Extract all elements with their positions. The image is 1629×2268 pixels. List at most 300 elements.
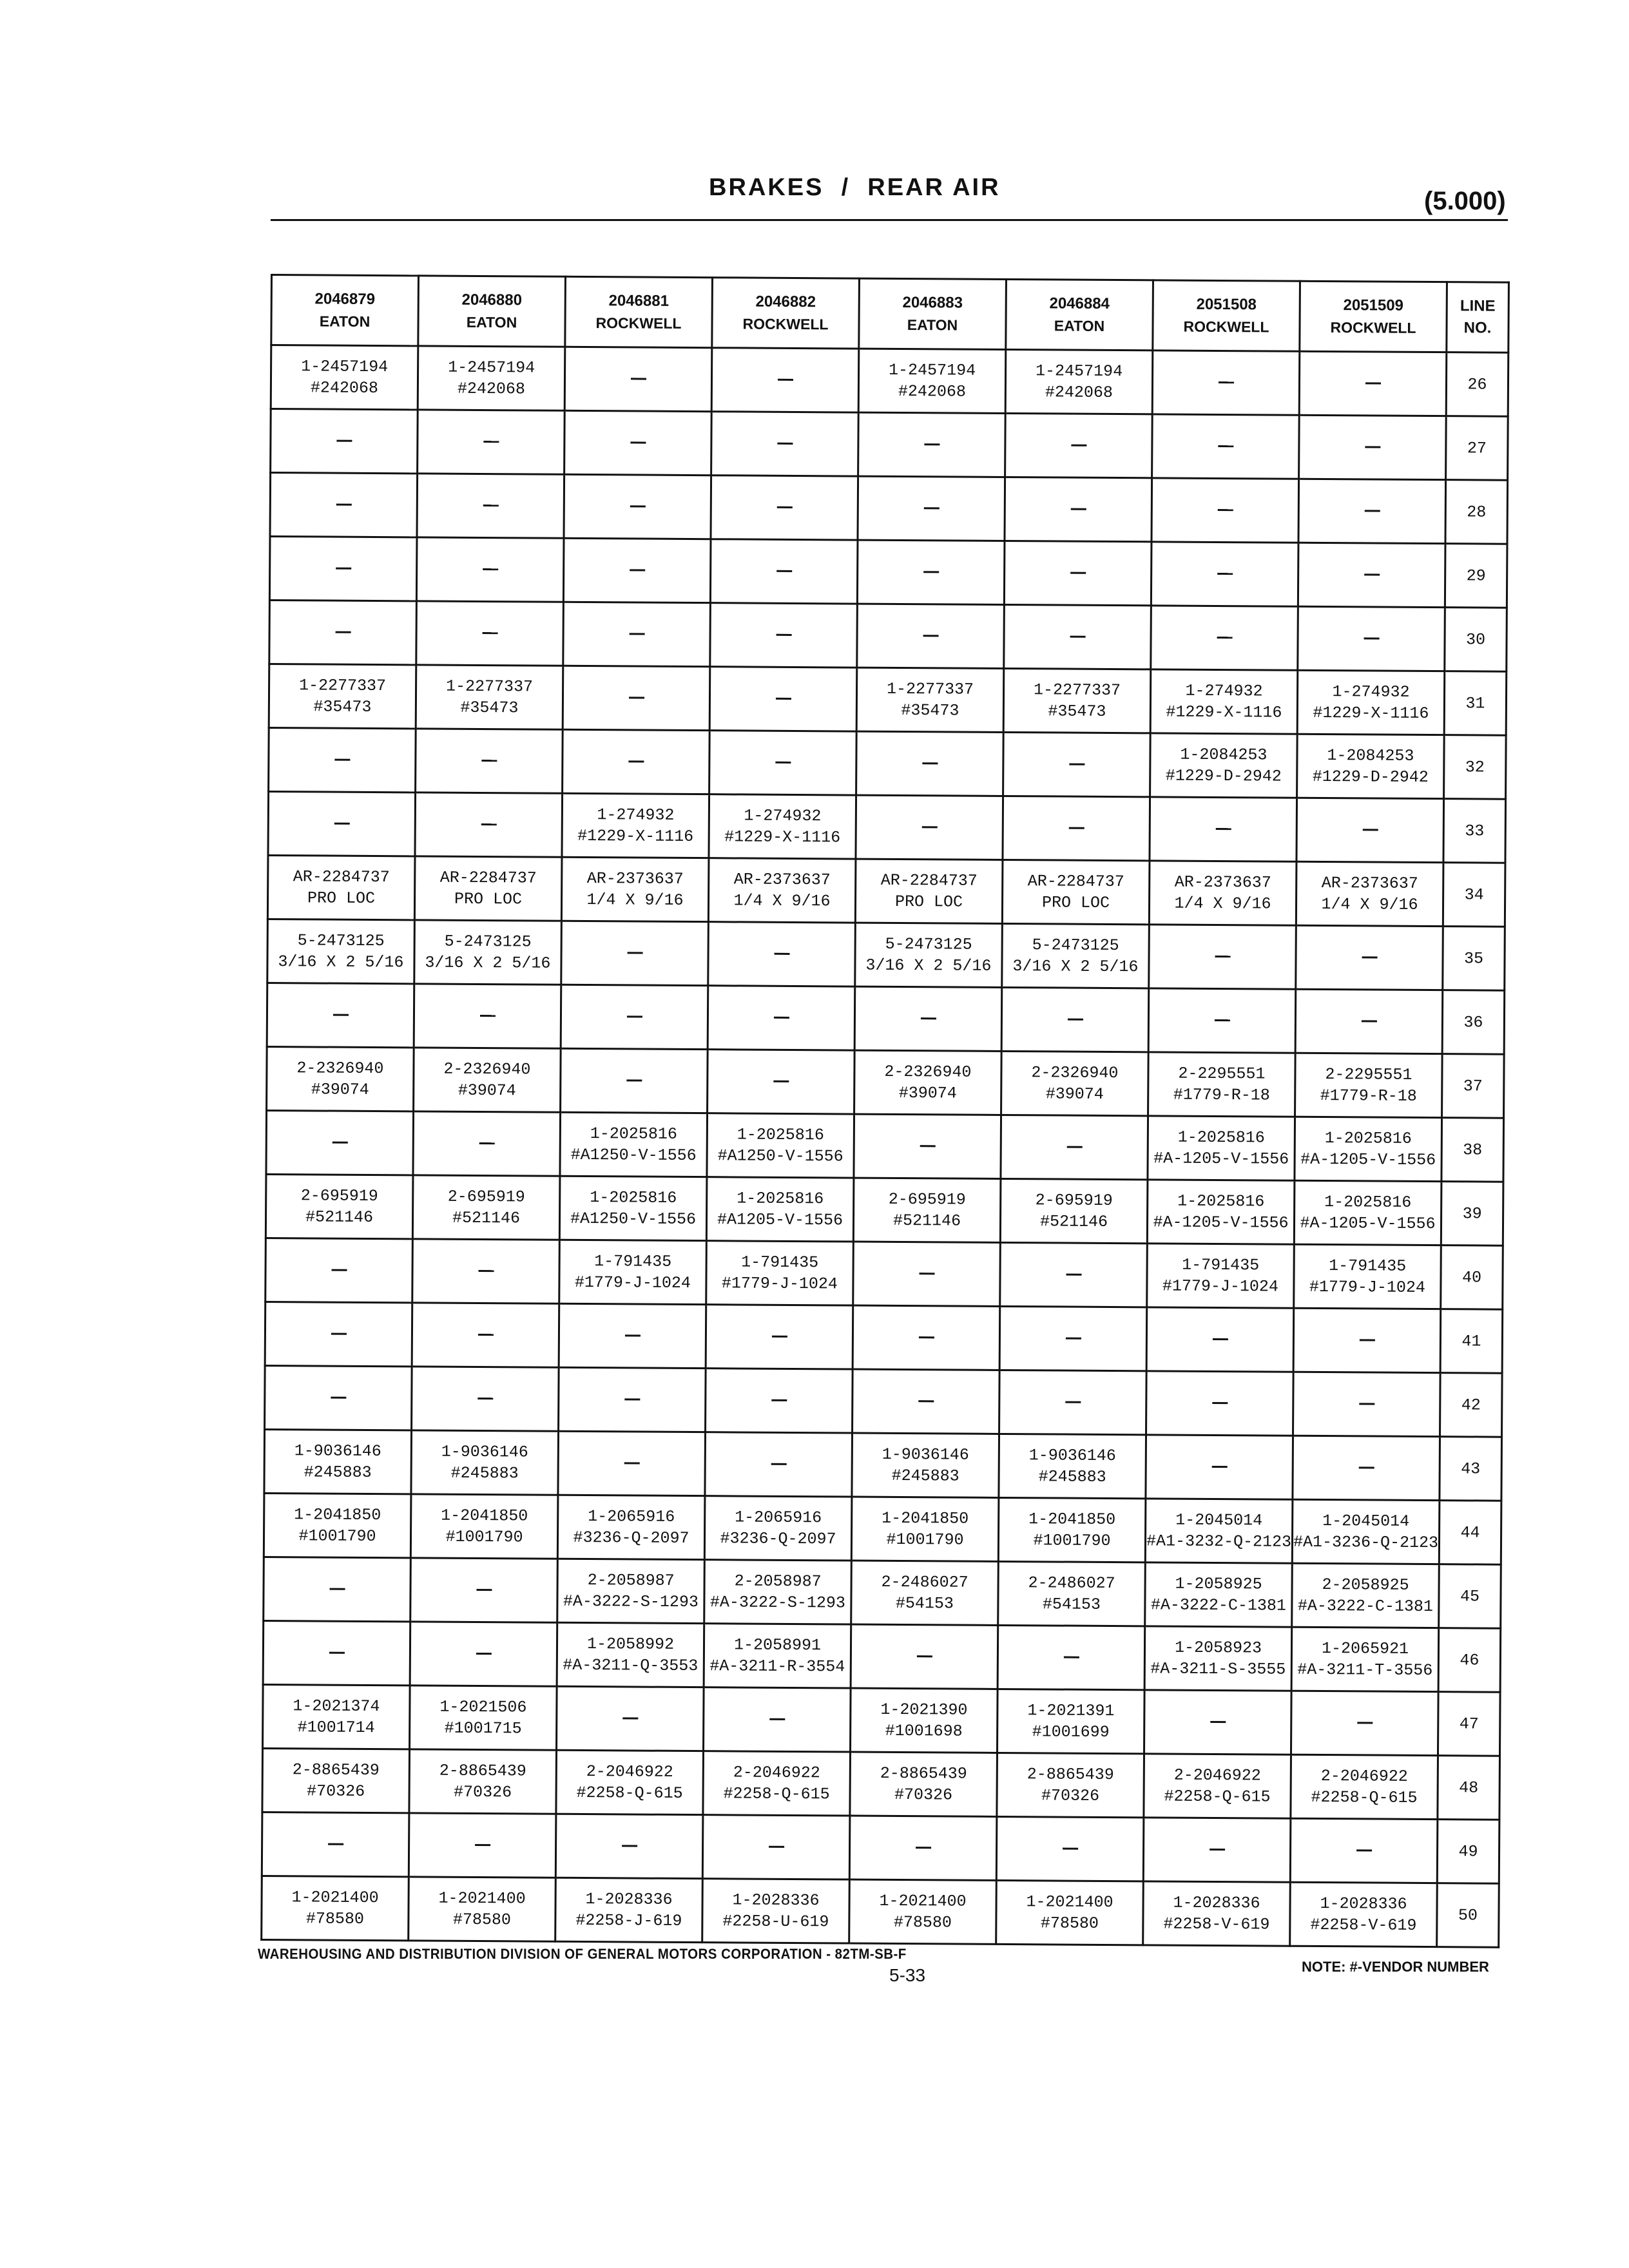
not-applicable-dash	[1214, 1019, 1229, 1021]
not-applicable-dash	[335, 631, 351, 633]
part-number: 2-2046922	[733, 1763, 820, 1783]
not-applicable-dash	[624, 1335, 640, 1337]
part-number: 1-274932	[1332, 682, 1410, 702]
part-number: 2-2295551	[1178, 1064, 1266, 1084]
part-number: 1-2041850	[882, 1508, 969, 1528]
not-applicable-dash	[1066, 1146, 1082, 1148]
not-applicable-dash	[922, 763, 938, 765]
not-applicable-dash	[329, 1652, 344, 1654]
table-cell	[858, 349, 1006, 413]
table-cell	[1296, 798, 1444, 862]
part-number: 1-2084253	[1327, 746, 1414, 765]
table-cell	[1291, 1691, 1438, 1755]
vendor-number: #3236-Q-2097	[720, 1529, 836, 1549]
part-number: AR-2373637	[1321, 873, 1418, 893]
part-number: 1-274932	[1185, 681, 1263, 701]
not-applicable-dash	[771, 1399, 787, 1401]
table-cell	[410, 1494, 558, 1559]
vendor-number: #35473	[313, 697, 372, 716]
not-applicable-dash	[920, 1018, 936, 1020]
table-cell	[1151, 606, 1298, 670]
vendor-number: #245883	[1038, 1467, 1106, 1486]
part-number: AR-2373637	[733, 870, 831, 890]
part-number: 1-2065916	[735, 1508, 822, 1528]
line-number: 44	[1439, 1501, 1501, 1565]
table-cell	[851, 1497, 999, 1561]
table-row	[267, 1046, 1505, 1118]
table-cell	[1299, 351, 1447, 416]
line-number: 45	[1439, 1564, 1501, 1629]
table-row	[264, 1493, 1501, 1564]
vendor-number: #70326	[1041, 1786, 1100, 1805]
vendor-number: #39074	[311, 1080, 369, 1099]
part-number: 1-2277337	[1033, 680, 1121, 700]
vendor-number: 3/16 X 2 5/16	[425, 953, 551, 973]
not-applicable-dash	[624, 1463, 639, 1465]
not-applicable-dash	[630, 442, 646, 444]
table-row	[271, 345, 1509, 417]
not-applicable-dash	[479, 1015, 495, 1017]
line-number: 35	[1443, 927, 1505, 991]
not-applicable-dash	[626, 1080, 642, 1082]
not-applicable-dash	[777, 379, 793, 381]
table-cell	[710, 603, 858, 668]
table-cell	[854, 986, 1002, 1051]
part-number: 1-2058925	[1175, 1574, 1262, 1594]
line-header-label: LINE	[1460, 297, 1496, 315]
table-cell	[711, 348, 859, 412]
part-number: 1-2025816	[1177, 1191, 1265, 1211]
vendor-number: #A1205-V-1556	[717, 1210, 843, 1230]
vendor-number: 3/16 X 2 5/16	[278, 952, 404, 972]
vendor-number: 1/4 X 9/16	[1321, 894, 1418, 914]
vendor-number: #1229-D-2942	[1312, 767, 1429, 787]
table-cell	[1005, 349, 1153, 414]
line-number: 31	[1444, 671, 1507, 736]
column-part-number: 2046882	[755, 293, 816, 311]
part-number: 1-2021374	[293, 1696, 380, 1716]
table-cell	[563, 602, 711, 666]
table-cell	[856, 795, 1003, 860]
table-cell	[1001, 1051, 1149, 1115]
not-applicable-dash	[482, 632, 497, 634]
table-cell	[1152, 351, 1300, 415]
not-applicable-dash	[1066, 1274, 1081, 1276]
column-vendor: EATON	[319, 312, 371, 330]
part-number: 1-791435	[1329, 1256, 1407, 1276]
table-cell	[858, 412, 1006, 477]
not-applicable-dash	[1063, 1657, 1079, 1658]
table-cell	[265, 1238, 413, 1302]
not-applicable-dash	[769, 1846, 784, 1848]
not-applicable-dash	[1356, 1850, 1372, 1852]
part-number: 1-2058992	[586, 1635, 675, 1654]
footer-note: NOTE: #-VENDOR NUMBER	[1302, 1959, 1489, 1975]
not-applicable-dash	[624, 1399, 640, 1401]
vendor-number: #1001714	[297, 1718, 375, 1738]
table-cell	[414, 984, 561, 1048]
table-cell	[1005, 413, 1153, 477]
part-number: 2-8865439	[292, 1760, 380, 1780]
table-cell	[998, 1497, 1146, 1562]
line-number: 30	[1445, 608, 1507, 672]
vendor-number: #245883	[304, 1463, 372, 1482]
part-number: 1-2028336	[1320, 1894, 1407, 1914]
part-number: 2-2326940	[443, 1059, 531, 1079]
column-part-number: 2046880	[461, 291, 523, 309]
not-applicable-dash	[476, 1653, 491, 1655]
table-cell	[855, 923, 1003, 987]
vendor-number: #1001790	[445, 1527, 523, 1547]
part-number: 1-9036146	[1028, 1446, 1116, 1466]
part-number: 1-2025816	[1324, 1193, 1412, 1212]
not-applicable-dash	[1070, 508, 1086, 510]
table-row	[265, 1302, 1503, 1373]
table-cell	[1152, 414, 1300, 479]
part-number: 2-695919	[300, 1186, 378, 1206]
table-cell	[704, 1624, 851, 1688]
table-cell	[416, 537, 564, 602]
vendor-number: #39074	[1045, 1084, 1104, 1104]
vendor-number: #2258-J-619	[575, 1910, 682, 1930]
table-cell	[996, 1880, 1144, 1945]
part-number: 1-2058923	[1174, 1638, 1262, 1658]
table-row	[267, 919, 1505, 990]
table-cell	[271, 409, 418, 474]
header-rule	[271, 219, 1508, 221]
column-header	[712, 278, 860, 349]
table-cell	[1150, 733, 1298, 798]
table-cell	[1146, 1371, 1294, 1436]
table-cell	[418, 410, 565, 474]
table-row	[268, 791, 1506, 863]
table-cell	[1295, 1117, 1442, 1181]
vendor-number: #78580	[893, 1912, 952, 1932]
not-applicable-dash	[477, 1334, 493, 1336]
table-cell	[1296, 861, 1443, 926]
part-number: 1-2084253	[1180, 745, 1268, 765]
part-number: AR-2284737	[293, 867, 390, 887]
not-applicable-dash	[329, 1588, 345, 1590]
table-body	[262, 345, 1509, 1948]
vendor-number: #1779-J-1024	[721, 1274, 838, 1294]
vendor-number: #1001790	[886, 1530, 964, 1550]
part-number: 1-2041850	[1028, 1510, 1116, 1530]
table-cell	[1148, 1116, 1295, 1180]
vendor-number: PRO LOC	[894, 892, 963, 912]
table-row	[264, 1429, 1502, 1501]
not-applicable-dash	[776, 570, 792, 572]
not-applicable-dash	[776, 634, 791, 636]
table-cell	[563, 666, 710, 730]
table-cell	[709, 794, 856, 859]
vendor-number: PRO LOC	[307, 889, 376, 908]
not-applicable-dash	[1070, 636, 1085, 638]
part-number: 1-2457194	[889, 360, 976, 380]
table-cell	[1290, 1882, 1438, 1946]
table-cell	[1143, 1818, 1291, 1882]
column-header	[565, 276, 713, 347]
table-cell	[417, 474, 564, 538]
table-cell	[1144, 1754, 1291, 1818]
part-number: 1-2041850	[441, 1506, 528, 1526]
not-applicable-dash	[771, 1336, 787, 1338]
column-part-number: 2046879	[314, 290, 376, 308]
section-number: (5.000)	[1424, 187, 1506, 215]
part-number: 1-2028336	[1173, 1893, 1260, 1913]
vendor-number: #70326	[307, 1782, 365, 1801]
vendor-number: #1001790	[298, 1526, 376, 1546]
line-number-header	[1447, 282, 1509, 353]
table-row	[269, 537, 1507, 608]
table-cell	[412, 1175, 560, 1240]
table-cell	[708, 858, 856, 923]
vendor-number: 3/16 X 2 5/16	[1012, 957, 1139, 977]
part-number: 2-8865439	[439, 1761, 526, 1781]
table-row	[270, 473, 1508, 544]
table-cell	[1000, 1242, 1148, 1307]
part-number: 2-8865439	[1027, 1765, 1114, 1785]
table-cell	[415, 793, 563, 857]
not-applicable-dash	[1215, 828, 1231, 830]
table-cell	[564, 474, 711, 539]
part-number: 1-2277337	[886, 679, 974, 699]
table-row	[271, 409, 1509, 481]
vendor-number: #1229-X-1116	[724, 827, 841, 847]
table-cell	[264, 1557, 411, 1621]
table-cell	[999, 1306, 1147, 1370]
table-cell	[1004, 604, 1152, 669]
line-number: 47	[1438, 1692, 1500, 1756]
vendor-number: #54153	[1042, 1595, 1101, 1614]
table-cell	[264, 1429, 412, 1494]
table-cell	[1291, 1627, 1439, 1691]
not-applicable-dash	[336, 504, 351, 506]
vendor-number: PRO LOC	[454, 889, 523, 909]
table-cell	[1144, 1626, 1292, 1691]
part-number: 2-2046922	[1173, 1765, 1261, 1785]
table-cell	[997, 1753, 1144, 1817]
not-applicable-dash	[1068, 827, 1084, 829]
not-applicable-dash	[919, 1273, 934, 1275]
table-row	[262, 1876, 1499, 1947]
not-applicable-dash	[630, 506, 645, 508]
line-number: 50	[1437, 1883, 1499, 1948]
table-cell	[1002, 923, 1150, 988]
column-part-number: 2046883	[902, 293, 963, 312]
table-cell	[706, 1305, 853, 1369]
not-applicable-dash	[331, 1333, 346, 1335]
table-cell	[1292, 1499, 1440, 1564]
table-cell	[1145, 1562, 1293, 1627]
vendor-number: #521146	[1039, 1212, 1108, 1231]
table-cell	[1152, 478, 1299, 543]
table-cell	[1150, 669, 1298, 734]
not-applicable-dash	[628, 697, 644, 699]
table-cell	[709, 667, 857, 731]
page-title: BRAKES / REAR AIR	[709, 174, 1001, 201]
table-cell	[412, 1239, 560, 1303]
not-applicable-dash	[336, 440, 352, 442]
part-number: 2-2046922	[586, 1762, 673, 1782]
not-applicable-dash	[631, 378, 646, 380]
not-applicable-dash	[1210, 1849, 1225, 1850]
part-number: 1-2021400	[1026, 1892, 1113, 1912]
table-row	[265, 1238, 1503, 1309]
vendor-number: #1001699	[1032, 1722, 1110, 1742]
table-cell	[997, 1689, 1144, 1753]
table-header-row	[271, 275, 1509, 353]
not-applicable-dash	[1071, 445, 1086, 447]
table-cell	[414, 920, 562, 985]
part-number: 1-2021390	[880, 1700, 968, 1720]
not-applicable-dash	[1067, 1019, 1083, 1021]
table-cell	[555, 1814, 703, 1878]
vendor-number: #521146	[452, 1208, 521, 1228]
table-cell	[706, 1241, 854, 1305]
not-applicable-dash	[1070, 572, 1086, 574]
table-cell	[1293, 1372, 1441, 1436]
table-cell	[711, 476, 858, 540]
part-number: 2-2326940	[1031, 1063, 1119, 1083]
not-applicable-dash	[1069, 764, 1084, 765]
not-applicable-dash	[334, 823, 349, 825]
table-cell	[849, 1816, 997, 1880]
table-cell	[1148, 1052, 1296, 1117]
table-cell	[413, 1111, 561, 1176]
not-applicable-dash	[771, 1463, 786, 1465]
vendor-number: #1229-D-2942	[1165, 766, 1282, 786]
part-number: 1-2021391	[1027, 1701, 1115, 1721]
column-part-number: 2051509	[1343, 296, 1404, 314]
line-number: 32	[1444, 735, 1507, 800]
table-cell	[410, 1686, 557, 1750]
vendor-number: #A-3211-R-3554	[709, 1657, 845, 1677]
table-cell	[264, 1493, 411, 1557]
table-row	[263, 1684, 1501, 1756]
not-applicable-dash	[775, 762, 791, 764]
vendor-number: #54153	[895, 1593, 954, 1613]
column-vendor: ROCKWELL	[1330, 319, 1416, 336]
vendor-number: 1/4 X 9/16	[1174, 894, 1271, 914]
not-applicable-dash	[916, 1656, 932, 1658]
vendor-number: #A-3222-C-1381	[1297, 1596, 1434, 1617]
line-number: 36	[1442, 990, 1505, 1055]
column-header	[1300, 281, 1447, 352]
table-cell	[564, 347, 712, 411]
table-cell	[1290, 1818, 1438, 1883]
table-cell	[555, 1878, 703, 1942]
part-number: 1-274932	[597, 805, 675, 825]
not-applicable-dash	[1362, 957, 1377, 959]
part-number: 1-2045014	[1175, 1510, 1263, 1530]
vendor-number: #A-3222-C-1381	[1150, 1595, 1287, 1615]
table-cell	[1293, 1308, 1441, 1372]
not-applicable-dash	[1063, 1848, 1078, 1850]
not-applicable-dash	[918, 1401, 934, 1403]
line-number: 33	[1443, 799, 1506, 863]
table-cell	[851, 1561, 999, 1625]
not-applicable-dash	[1210, 1721, 1226, 1723]
part-number: 1-2277337	[298, 676, 387, 696]
table-cell	[561, 985, 708, 1049]
column-part-number: 2046881	[608, 292, 670, 310]
table-row	[265, 1365, 1503, 1437]
table-cell	[1297, 734, 1445, 798]
vendor-number: #78580	[1040, 1914, 1099, 1933]
table-cell	[1143, 1881, 1291, 1946]
line-header-label: NO.	[1463, 319, 1492, 337]
table-cell	[1148, 988, 1296, 1053]
not-applicable-dash	[775, 698, 791, 700]
vendor-number: #A-1205-V-1556	[1300, 1213, 1436, 1234]
table-cell	[267, 919, 415, 983]
table-cell	[1294, 1180, 1441, 1245]
table-cell	[269, 600, 417, 664]
table-cell	[409, 1813, 556, 1878]
vendor-number: #242068	[1045, 383, 1113, 402]
table-cell	[263, 1684, 410, 1749]
part-number: 2-2326940	[884, 1062, 972, 1082]
not-applicable-dash	[333, 1014, 348, 1016]
table-cell	[856, 668, 1004, 732]
table-cell	[265, 1174, 413, 1238]
table-row	[269, 727, 1507, 799]
vendor-number: #35473	[460, 698, 519, 718]
table-cell	[853, 1305, 1000, 1370]
column-vendor: EATON	[1054, 317, 1105, 334]
part-number: 2-2295551	[1325, 1065, 1412, 1084]
line-number: 34	[1443, 863, 1505, 927]
line-number: 26	[1446, 352, 1509, 417]
part-number: AR-2373637	[586, 869, 684, 889]
table-cell	[853, 1369, 1000, 1434]
table-cell	[557, 1495, 705, 1559]
vendor-number: #A-3211-S-3555	[1150, 1659, 1286, 1679]
table-cell	[414, 1048, 561, 1112]
part-number: 2-2058925	[1322, 1575, 1409, 1595]
vendor-number: #242068	[898, 381, 967, 401]
table-cell	[558, 1431, 706, 1495]
vendor-number: #2258-Q-615	[576, 1783, 683, 1803]
table-cell	[262, 1876, 409, 1940]
vendor-number: #A-1205-V-1556	[1153, 1213, 1289, 1233]
table-cell	[1291, 1754, 1438, 1819]
not-applicable-dash	[475, 1844, 490, 1846]
table-cell	[710, 539, 858, 604]
vendor-number: #39074	[458, 1081, 516, 1100]
table-cell	[704, 1496, 852, 1561]
table-cell	[1002, 860, 1150, 924]
vendor-number: #A-3211-T-3556	[1297, 1660, 1433, 1680]
table-cell	[704, 1687, 851, 1752]
part-number: AR-2284737	[439, 868, 537, 888]
part-number: 5-2473125	[297, 931, 385, 951]
part-number: 1-274932	[744, 806, 822, 826]
table-cell	[1297, 670, 1445, 735]
part-number: 1-9036146	[441, 1442, 528, 1462]
part-number: 5-2473125	[885, 934, 972, 954]
table-row	[263, 1620, 1501, 1692]
table-cell	[270, 473, 418, 537]
table-cell	[1146, 1307, 1294, 1372]
not-applicable-dash	[1217, 509, 1233, 511]
not-applicable-dash	[332, 1142, 347, 1144]
vendor-number: #245883	[891, 1466, 959, 1486]
not-applicable-dash	[1217, 637, 1232, 639]
vendor-number: #1001698	[885, 1721, 963, 1741]
part-number: 1-2021400	[879, 1891, 967, 1911]
